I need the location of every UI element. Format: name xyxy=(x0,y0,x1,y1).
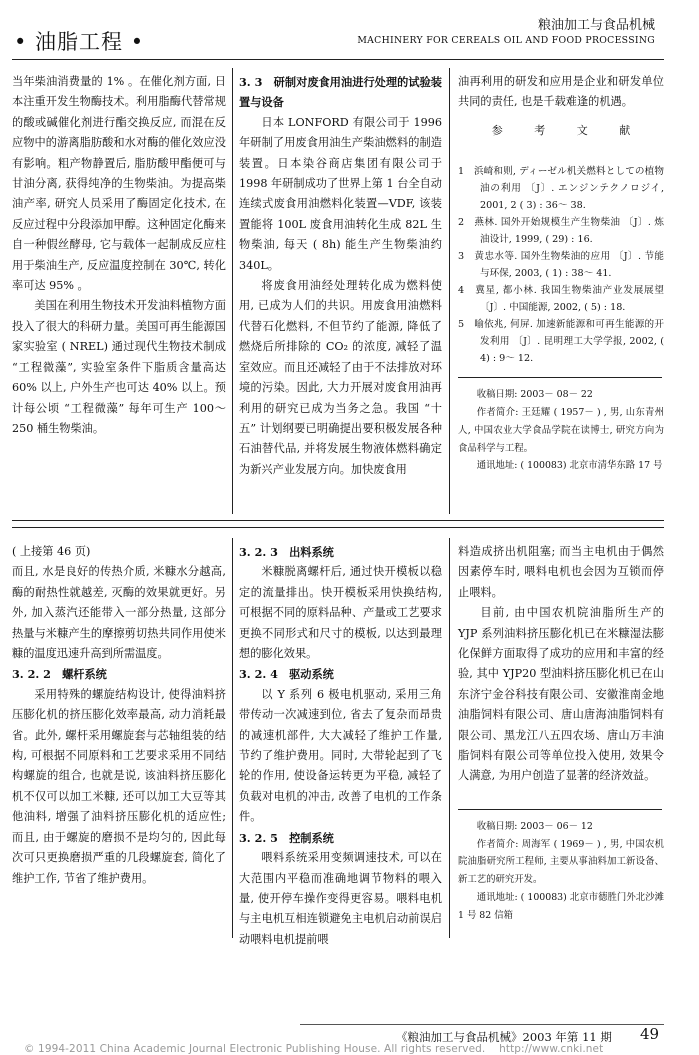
received-date: 收稿日期: 2003－ 06－ 12 xyxy=(476,820,593,832)
bottom-col3-para1: 料造成挤出机阻塞; 而当主电机由于偶然因素停车时, 喂料电机也会因为互锁而停止喂料。 xyxy=(458,545,664,599)
author-bio: 作者简介: 王廷耀 ( 1957－ ) , 男, 山东青州人, 中国农业大学食品学院在读博士, 研究方向为食品科学与工程。 xyxy=(458,407,664,454)
mailing-address: 通讯地址: ( 100083) 北京市清华东路 17 号 xyxy=(476,460,663,472)
bottom-col3-para2: 目前, 由中国农机院油脂所生产的 YJP 系列油料挤压膨化机已在米糠湿法膨化保鲜方面取得了成功的应用和丰富的经验, 其中 YJP20 型油料挤压膨化机已在山东济宁金谷科技有限公司、安徽淮南金地油脂饲料有限公司、唐山唐海油脂饲料有限公司、黑龙江八五四农场、唐山万丰油脂饲料有限公司等单位投入使用, 效果令人满意, 为用户创造了显著的经济效益。 xyxy=(458,606,664,783)
column-divider xyxy=(232,538,233,938)
bottom-col1-para1: 而且, 水是良好的传热介质, 米糠水分越高, 酶的耐热性就越差, 灭酶的效果就更好。另外, 加入蒸汽还能带入一部分热量, 这部分热量与米糠产生的摩擦剪切热共同作用使米糠的温度迅速升高到所需温度。 xyxy=(12,565,226,661)
section-heading-3-2-4: 3. 2. 4 驱动系统 xyxy=(239,667,334,682)
bottom-col2-para1: 米糠脱离螺杆后, 通过快开模板以稳定的流量排出。快开模板采用快换结构, 可根据不同的原料品种、产量或工艺要求更换不同形式和尺寸的模板, 以达到最理想的膨化效果。 xyxy=(239,565,442,661)
journal-title-cn: 粮油加工与食品机械 xyxy=(537,18,655,33)
column-divider xyxy=(449,68,450,514)
top-col1-para2: 美国在利用生物技术开发油料植物方面投入了很大的科研力量。美国可再生能源国家实验室 ( NREL) 通过现代生物技术制成 “工程微藻”, 实验室条件下脂质含量高达 60% 以上, 户外生产也可达 40% 以上。预计每公顷 “工程微藻” 每年可生产 100～ 250 桶生物柴油。 xyxy=(12,299,226,435)
meta-rule xyxy=(458,377,662,378)
page-number: 49 xyxy=(640,1025,660,1043)
section-heading-3-2-2: 3. 2. 2 螺杆系统 xyxy=(12,667,107,682)
received-date: 收稿日期: 2003－ 08－ 22 xyxy=(476,389,593,401)
header-rule xyxy=(12,59,664,60)
reference-item: 3 黄忠水等. 国外生物柴油的应用 〔J〕. 节能与环保, 2003, ( 1) : 38～ 41. xyxy=(458,251,664,280)
mailing-address: 通讯地址: ( 100083) 北京市德胜门外北沙滩 1 号 82 信箱 xyxy=(458,892,664,921)
section-separator xyxy=(12,520,664,521)
top-col3-para1: 油再利用的研发和应用是企业和研发单位共同的责任, 也是千载难逢的机遇。 xyxy=(458,75,664,109)
top-col2-para1: 日本 LONFORD 有限公司于 1996 年研制了用废食用油生产柴油燃料的制造装置。日本染谷商店集团有限公司于 1998 年研制成功了世界上第 1 台全自动连续式废食用油燃料化装置—VDF, 该装置能将 100L 废食用油转化生成 82L 生物柴油, 每天 ( 8h) 能生产生物柴油约 340L。 xyxy=(239,115,442,272)
top-col1 xyxy=(12,72,226,439)
author-bio: 作者简介: 周海军 ( 1969－ ) , 男, 中国农机院油脂研究所工程师, 主要从事油料加工新设备、新工艺的研究开发。 xyxy=(458,838,664,886)
reference-item: 5 喻依兆, 何屏. 加速新能源和可再生能源的开发利用 〔J〕. 昆明理工大学学报, 2002, ( 4) : 9～ 12. xyxy=(458,319,664,365)
journal-title-en: MACHINERY FOR CEREALS OIL AND FOOD PROCESSING xyxy=(357,35,655,46)
column-divider xyxy=(449,538,450,938)
column-divider xyxy=(232,68,233,514)
continued-from-note: ( 上接第 46 页) xyxy=(12,545,91,558)
section-heading-3-3: 3. 3 研制对废食用油进行处理的试验装置与设备 xyxy=(239,75,442,110)
top-col2-para2: 将废食用油经处理转化成为燃料使用, 已成为人们的共识。用废食用油燃料代替石化燃料, 不但节约了能源, 降低了燃烧后所排除的 CO₂ 的浓度, 减轻了温室效应。而且还减轻了由于不法排放对环境的污染。因此, 大力开展对废食用油再利用的研究已成为当务之急。我国 “十五” 计划纲要已明确提出要积极发展各种石油替代品, 并将发展生物液体燃料确定为新兴产业发展方向。加快废食用 xyxy=(239,279,442,476)
bottom-col3 xyxy=(458,542,664,925)
section-title: • 油脂工程 • xyxy=(14,30,145,54)
bottom-col1-para2: 采用特殊的螺旋结构设计, 使得油料挤压膨化机的挤压膨化效率最高, 动力消耗最省。此外, 螺杆采用螺旋套与芯轴组装的结构, 可根据不同原料和工艺要求采用不同结构螺旋的组合, 也就是说, 该油料挤压膨化机不仅可以加工米糠, 还可以加工大豆等其他油料, 增强了油料挤压膨化机的适应性; 而且, 由于螺旋的磨损不是均匀的, 因此每次可只更换磨损严重的几段螺旋套, 简化了维护工作, 节省了维护费用。 xyxy=(12,687,226,885)
copyright-line: © 1994-2011 China Academic Journal Electronic Publishing House. All rights reserved. http://www.cnki.net xyxy=(24,1043,604,1055)
bottom-col2-para2: 以 Y 系列 6 极电机驱动, 采用三角带传动一次减速到位, 省去了复杂而昂贵的减速机部件, 大大减轻了维护工作量, 节约了维护费用。同时, 大带轮起到了飞轮的作用, 使设备运转更为平稳, 减轻了负载对电机的冲击, 改善了电机的工作条件。 xyxy=(239,687,442,824)
bottom-col2 xyxy=(239,542,442,950)
section-heading-3-2-3: 3. 2. 3 出料系统 xyxy=(239,545,334,559)
footer-journal-issue: 《粮油加工与食品机械》2003 年第 11 期 xyxy=(396,1030,612,1044)
reference-item: 1 浜崎和则, ディーゼル机关燃料としての植物油の利用 〔J〕. エンジンテクノロジイ, 2001, 2 ( 3) : 36～ 38. xyxy=(458,166,664,212)
meta-rule xyxy=(458,809,662,810)
top-col2 xyxy=(239,72,442,480)
top-col3 xyxy=(458,72,664,475)
reference-item: 2 燕林. 国外开始规模生产生物柴油 〔J〕. 炼油设计, 1999, ( 29) : 16. xyxy=(458,217,664,246)
top-col1-para1: 当年柴油消费量的 1% 。在催化剂方面, 日本注重开发生物酶技术。利用脂酶代替常规的酸或碱催化剂进行酯交换反应, 而混在反应物中的游离脂肪酸和水对酶的催化效应没有影响。粗产物静置后, 脂肪酸甲酯便可与甘油分离, 获得纯净的生物柴油。为提高柴油产率, 研究人员采用了酶固定化技术, 在反应过程中分段添加甲醇。这种固定化酶来自一种假丝酵母, 它与载体一起制成反应柱用于柴油生产, 反应温度控制在 30℃, 转化率可达 95% 。 xyxy=(12,75,226,293)
reference-item: 4 冀星, 都小林. 我国生物柴油产业发展展望 〔J〕. 中国能源, 2002, ( 5) : 18. xyxy=(458,285,664,314)
bottom-col2-para3: 喂料系统采用变频调速技术, 可以在大范围内平稳而准确地调节物料的喂入量, 使开停车操作变得更容易。喂料电机与主电机互相连锁避免主电机启动前误启动喂料电机提前喂 xyxy=(239,851,442,946)
references-title: 参 考 文 献 xyxy=(491,123,645,137)
section-heading-3-2-5: 3. 2. 5 控制系统 xyxy=(239,830,334,845)
section-separator xyxy=(12,527,664,528)
bottom-col1 xyxy=(12,542,226,889)
footer-rule xyxy=(300,1024,664,1025)
